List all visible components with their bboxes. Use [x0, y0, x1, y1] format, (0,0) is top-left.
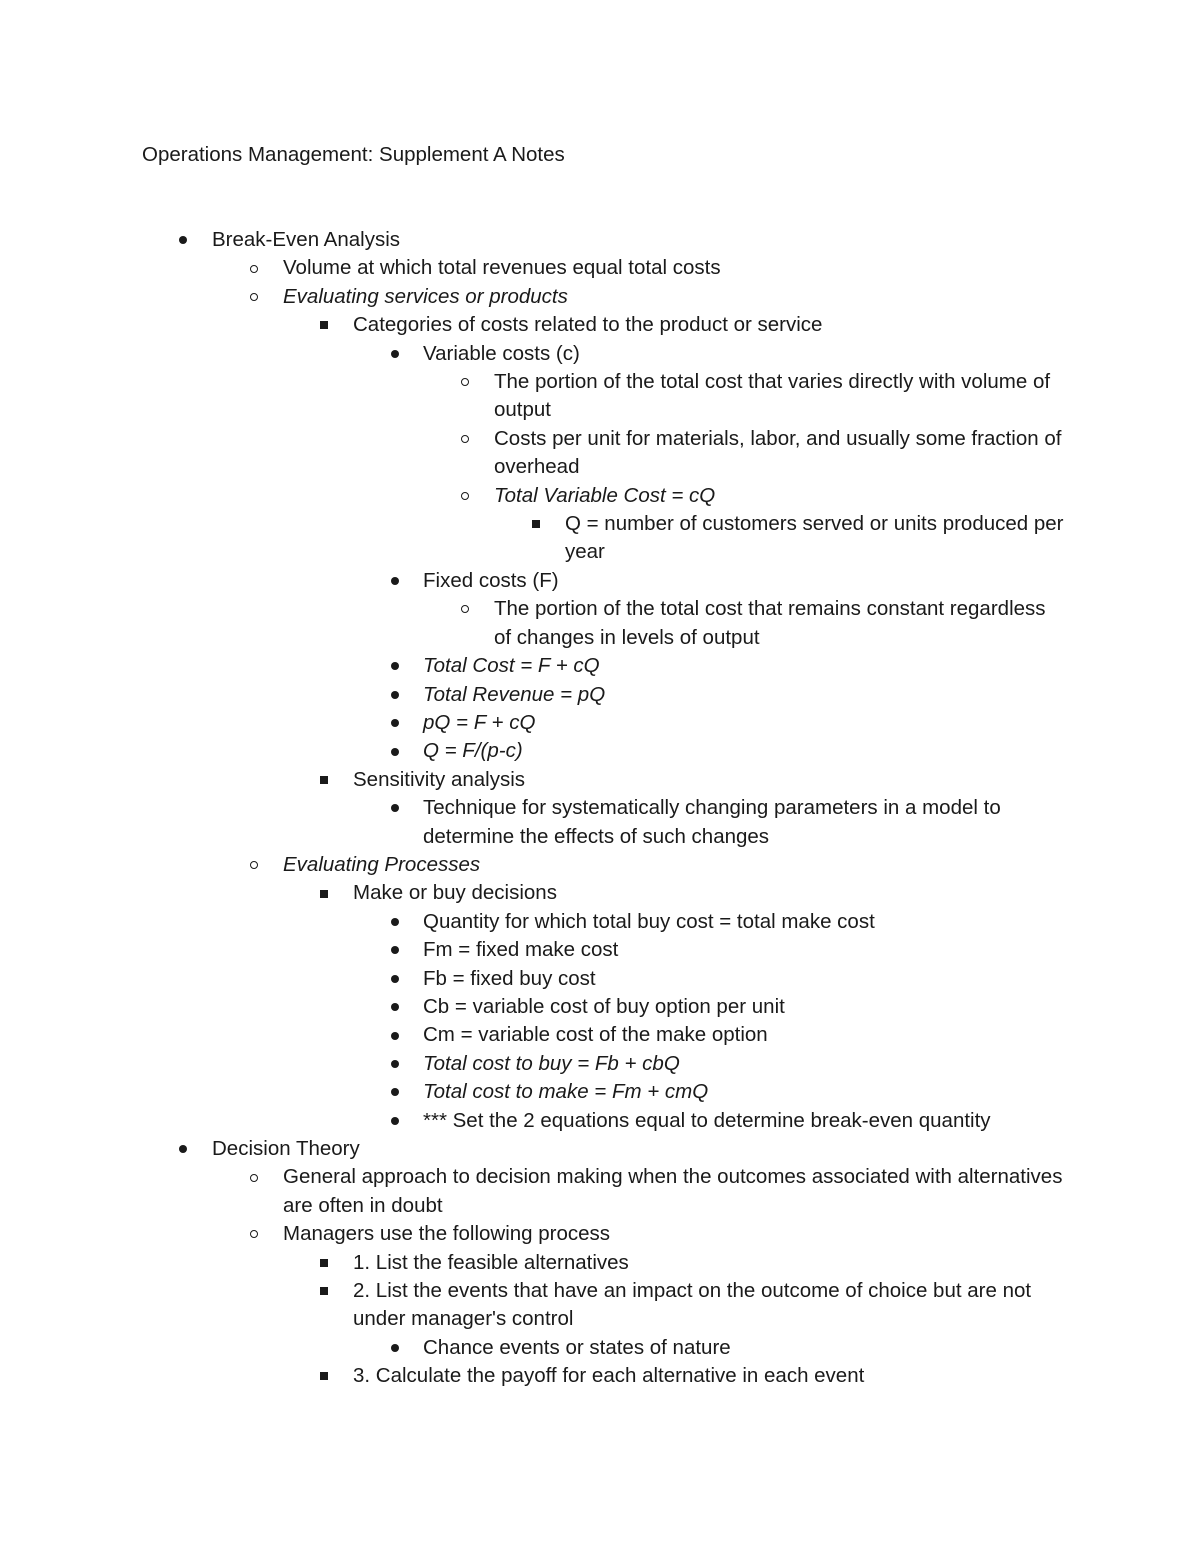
- list-item: [0, 1107, 1053, 1135]
- list-item: [0, 709, 1053, 737]
- list-item: [0, 254, 1063, 282]
- list-item-text: Fm = fixed make cost: [423, 938, 619, 962]
- list-item: [0, 879, 1053, 907]
- list-item-text: Q = number of customers served or units produced per year: [565, 512, 1064, 564]
- list-item-text: Make or buy decisions: [353, 881, 557, 905]
- list-item: [0, 681, 1053, 709]
- list-item: [0, 908, 1053, 936]
- list-item: [0, 1135, 1032, 1163]
- list-item: [0, 1021, 1053, 1049]
- list-item: [0, 482, 1064, 510]
- square-bullet-icon: [317, 879, 331, 907]
- circle-bullet-icon: [458, 595, 472, 623]
- circle-bullet-icon: [247, 1220, 261, 1248]
- circle-bullet-icon: [458, 425, 472, 453]
- list-item: [0, 425, 1064, 482]
- square-bullet-icon: [317, 1249, 331, 1277]
- circle-bullet-icon: [247, 1163, 261, 1191]
- square-bullet-icon: [317, 1277, 331, 1305]
- list-item: [0, 1078, 1053, 1106]
- square-bullet-icon: [529, 510, 543, 538]
- list-item: [0, 226, 1032, 254]
- disc-bullet-icon: [388, 1107, 402, 1135]
- list-item-text: Evaluating Processes: [283, 852, 481, 876]
- list-item-text: Decision Theory: [212, 1137, 360, 1160]
- list-item-text: Fixed costs (F): [423, 568, 559, 592]
- disc-bullet-icon: [388, 1021, 402, 1049]
- page-title: Operations Management: Supplement A Notes: [142, 143, 565, 166]
- disc-bullet-icon: [388, 1050, 402, 1078]
- list-item-text: Cm = variable cost of the make option: [423, 1023, 768, 1047]
- list-item-text: 3. Calculate the payoff for each alternative in each event: [353, 1364, 865, 1388]
- disc-bullet-icon: [388, 567, 402, 595]
- disc-bullet-icon: [388, 936, 402, 964]
- list-item-text: pQ = F + cQ: [423, 710, 536, 734]
- list-item-text: Total Revenue = pQ: [423, 682, 606, 706]
- disc-bullet-icon: [388, 737, 402, 765]
- list-item: [0, 311, 1053, 339]
- list-item-text: The portion of the total cost that remains constant regardless of changes in levels of output: [494, 597, 1046, 649]
- list-item-text: Volume at which total revenues equal total costs: [283, 256, 721, 280]
- list-item-text: Variable costs (c): [423, 341, 580, 365]
- list-item: [0, 1220, 1063, 1248]
- list-item-text: General approach to decision making when the outcomes associated with alternatives are often in doubt: [283, 1165, 1063, 1217]
- list-item: [0, 965, 1053, 993]
- list-item: [0, 652, 1053, 680]
- list-item-text: Break-Even Analysis: [212, 228, 401, 251]
- disc-bullet-icon: [176, 226, 190, 254]
- list-item-text: Total cost to make = Fm + cmQ: [423, 1080, 709, 1104]
- square-bullet-icon: [317, 311, 331, 339]
- list-item: [0, 510, 1065, 567]
- list-item-text: Costs per unit for materials, labor, and usually some fraction of overhead: [494, 426, 1062, 479]
- list-item-text: The portion of the total cost that varies directly with volume of output: [494, 370, 1051, 422]
- list-item: [0, 283, 1063, 311]
- notes-list: [0, 226, 1200, 1391]
- list-item: [0, 1050, 1053, 1078]
- list-item: [0, 1163, 1063, 1220]
- list-item: [0, 1362, 1053, 1390]
- list-item-text: Technique for systematically changing parameters in a model to determine the effects of such changes: [423, 796, 1001, 848]
- disc-bullet-icon: [388, 340, 402, 368]
- disc-bullet-icon: [388, 993, 402, 1021]
- disc-bullet-icon: [176, 1135, 190, 1163]
- disc-bullet-icon: [388, 681, 402, 709]
- list-item-text: Fb = fixed buy cost: [423, 966, 596, 990]
- list-item: [0, 1334, 1053, 1362]
- list-item-text: Managers use the following process: [283, 1222, 611, 1246]
- disc-bullet-icon: [388, 652, 402, 680]
- list-item-text: Cb = variable cost of buy option per unit: [423, 994, 785, 1018]
- list-item-text: Sensitivity analysis: [353, 767, 526, 791]
- square-bullet-icon: [317, 1362, 331, 1390]
- circle-bullet-icon: [247, 254, 261, 282]
- list-item: [0, 737, 1053, 765]
- list-item: [0, 936, 1053, 964]
- list-item-text: Quantity for which total buy cost = total make cost: [423, 909, 875, 933]
- circle-bullet-icon: [247, 851, 261, 879]
- list-item: [0, 595, 1064, 652]
- list-item-text: 1. List the feasible alternatives: [353, 1250, 629, 1274]
- list-item: [0, 993, 1053, 1021]
- list-item-text: Q = F/(p-c): [423, 739, 523, 763]
- circle-bullet-icon: [247, 283, 261, 311]
- list-item: [0, 794, 1053, 851]
- list-item-text: Total Cost = F + cQ: [423, 654, 600, 678]
- disc-bullet-icon: [388, 908, 402, 936]
- list-item: [0, 851, 1063, 879]
- disc-bullet-icon: [388, 1078, 402, 1106]
- list-item-text: *** Set the 2 equations equal to determine break-even quantity: [423, 1108, 991, 1132]
- list-item-text: Total Variable Cost = cQ: [494, 483, 716, 507]
- list-item: [0, 1277, 1053, 1334]
- list-item-text: Evaluating services or products: [283, 284, 568, 308]
- list-item-text: 2. List the events that have an impact on the outcome of choice but are not under manager's control: [353, 1279, 1032, 1331]
- disc-bullet-icon: [388, 965, 402, 993]
- disc-bullet-icon: [388, 709, 402, 737]
- list-item-text: Categories of costs related to the product or service: [353, 313, 823, 337]
- list-item: [0, 567, 1053, 595]
- circle-bullet-icon: [458, 482, 472, 510]
- disc-bullet-icon: [388, 794, 402, 822]
- square-bullet-icon: [317, 766, 331, 794]
- list-item: [0, 368, 1064, 425]
- circle-bullet-icon: [458, 368, 472, 396]
- list-item: [0, 1249, 1053, 1277]
- disc-bullet-icon: [388, 1334, 402, 1362]
- list-item-text: Chance events or states of nature: [423, 1335, 731, 1359]
- list-item-text: Total cost to buy = Fb + cbQ: [423, 1051, 680, 1075]
- list-item: [0, 340, 1053, 368]
- list-item: [0, 766, 1053, 794]
